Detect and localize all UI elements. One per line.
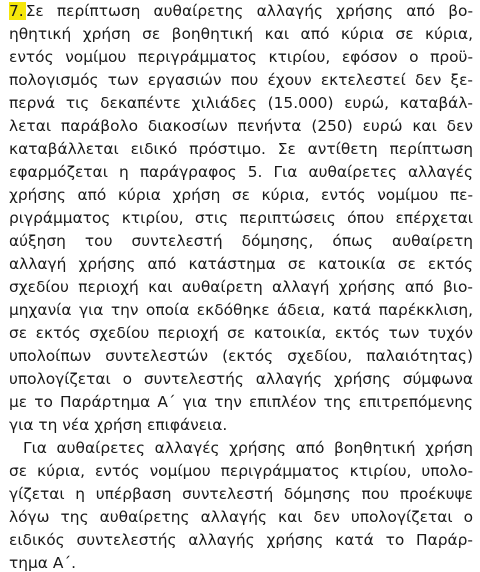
- text-line: εντός νομίμου περιγράμματος κτιρίου, εφόσον ο προϋ-: [9, 48, 473, 66]
- text-line: για τη νέα χρήση επιφάνεια.: [9, 416, 228, 434]
- text-line: αλλαγή χρήσης από κατάστημα σε κατοικία σε εκτός: [9, 255, 473, 273]
- text-line: [9, 0, 473, 23]
- text-line: υπολογίζεται ο συντελεστής αλλαγής χρήσης σύμφωνα: [9, 370, 473, 388]
- text-line: σχεδίου περιοχή και αυθαίρετη αλλαγή χρήσης από βιο-: [9, 278, 473, 296]
- document-page: [9, 0, 473, 572]
- text-line: υπολοίπων συντελεστών (εκτός σχεδίου, παλαιότητας): [9, 347, 473, 365]
- text-line: λόγω της αυθαίρετης αλλαγής και δεν υπολογίζεται ο: [9, 508, 473, 526]
- text-line: ηθητική χρήση σε βοηθητική και από κύρια σε κύρια,: [9, 25, 473, 43]
- text-line: περνά τις δεκαπέντε χιλιάδες (15.000) ευρώ, καταβάλ-: [9, 94, 473, 112]
- text-line: τημα Α΄.: [9, 554, 76, 572]
- text-line: σε εκτός σχεδίου περιοχή σε κατοικία, εκτός των τυχόν: [9, 324, 473, 342]
- text-line: σε κύρια, εντός νομίμου περιγράμματος κτιρίου, υπολο-: [9, 462, 473, 480]
- text-line: Για αυθαίρετες αλλαγές χρήσης από βοηθητική χρήση: [23, 439, 473, 457]
- text-line: λεται παράβολο διακοσίων πενήντα (250) ευρώ και δεν: [9, 117, 473, 135]
- text-line: γίζεται η υπέρβαση συντελεστή δόμησης που προέκυψε: [9, 485, 473, 503]
- text-line: αύξηση του συντελεστή δόμησης, όπως αυθαίρετη: [9, 232, 473, 250]
- text-line: εφαρμόζεται η παράγραφος 5. Για αυθαίρετες αλλαγές: [9, 163, 473, 181]
- text-line: ριγράμματος κτιρίου, στις περιπτώσεις όπου επέρχεται: [9, 209, 473, 227]
- text-line: καταβάλλεται ειδικό πρόστιμο. Σε αντίθετη περίπτωση: [9, 140, 473, 158]
- text-line: χρήσης από κύρια χρήση σε κύρια, εντός νομίμου πε-: [9, 186, 473, 204]
- text-line: μηχανία για την οποία εκδόθηκε άδεια, κατά παρέκκλιση,: [9, 301, 473, 319]
- text-line: ειδικός συντελεστής αλλαγής χρήσης κατά το Παράρ-: [9, 531, 473, 549]
- section-number-badge: 7.: [9, 2, 24, 20]
- text-line: με το Παράρτημα Α΄ για την επιπλέον της επιτρεπόμενης: [9, 393, 473, 411]
- line-text: Σε περίπτωση αυθαίρετης αλλαγής χρήσης από βο-: [25, 2, 473, 20]
- text-line: πολογισμός των εργασιών που έχουν εκτελεστεί δεν ξε-: [9, 71, 473, 89]
